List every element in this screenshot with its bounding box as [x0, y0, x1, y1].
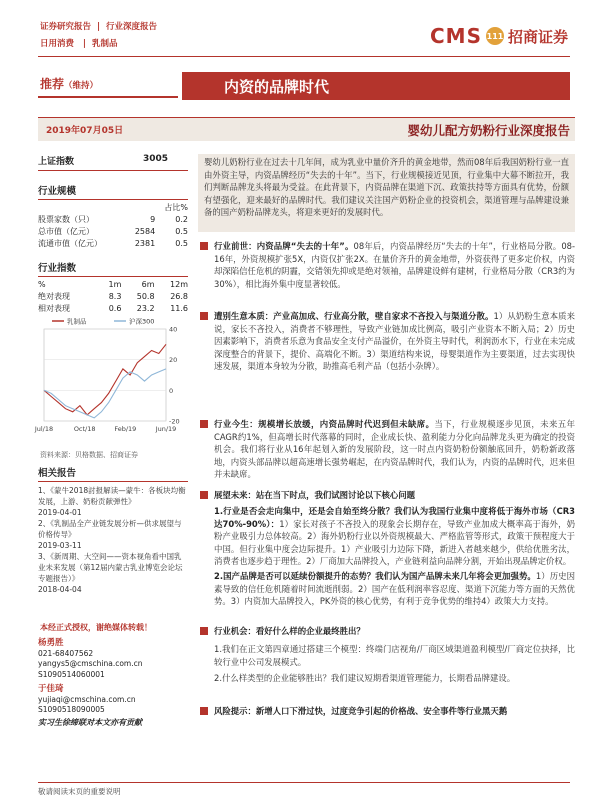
related-report[interactable]: 1、《蒙牛2018討报解读—蒙牛：各板块均衡发展，上游、奶粉贡献弹性》 — [38, 486, 186, 506]
bullet-industry-now: 行业今生：规模增长放缓，内资品牌时代迟到但未缺席。当下，行业规模逐步见顶，未来五年CAGR约1%，但高增长时代落幕的同时，企业成长快、盈利能力分化向品牌龙头更为确定的投资机会。我们将行业从16年起划入新的发展阶段，这一时点内资奶粉份额触底回升，奶粉新政落地，内资头部品牌以超高速增长强势崛起，在内资品牌时代，我们认为，内资的品牌时代，迟来但并未缺席。 — [200, 418, 575, 481]
summary-box: 婴幼儿奶粉行业在过去十几年间，成为乳业中量价齐升的黄金地带，然而08年后我国奶粉行业一直由外资主导，内资品牌经历“失去的十年”。当下，行业规模接近见顶，行业集中大幕不断拉开，我们判断品牌龙头将最为受益。在此背景下，内资品牌在渠道下沉、政策扶持等方面具有优势，份额有望强化，迎来最好的品牌时代。我们建议关注国产奶粉企业的投资机会，渠道管理与品牌建设兼备的国产奶粉品牌龙头，将迎来更好的发展时代。 — [198, 154, 575, 232]
x-tick-label: Jul/18 — [34, 425, 54, 433]
related-report-date: 2018-04-04 — [38, 585, 82, 594]
y-tick-label: -20 — [169, 417, 180, 426]
logo-badge: 111 — [486, 27, 504, 45]
table-row: 绝对表现 8.3 50.8 26.8 — [38, 292, 188, 301]
bullet-business-nature: 遭别生意本质：产业高加成、行业高分散，壁自家求不吝投入与渠道分散。1）从奶粉生意本质来说，家长不吝投入，消费者不够理性，导致产业链加成比例高，吸引产业资本不断入局；2）历史因素影响下，消费者乐意为食品安全支付产品溢价，在外资主导时代，利润沥水下，行业在未完成深度整合的背景下，提价、高端化不断。3）渠道结构来说，母婴渠道作为主要渠道，过去实现快速发展，渠道本身较为分散，助推高毛利产品（包括小杂牌）。 — [200, 310, 575, 373]
logo-latin: CMS — [430, 24, 482, 48]
rating-underline — [38, 96, 178, 98]
bullet-marker — [200, 707, 208, 715]
bullet-risk: 风险提示：新增人口下滑过快，过度竞争引起的价格战、安全事件等行业黑天鹅 — [200, 705, 575, 718]
header-tag-2: 日用消费 — [40, 39, 75, 49]
scale-table — [38, 202, 188, 250]
report-title: 婴幼儿配方奶粉行业深度报告 — [407, 123, 570, 138]
disclaimer: 本经正式授权，谢绝媒体转载！ — [40, 623, 152, 632]
analysts — [38, 638, 188, 728]
header-sep: | — [93, 22, 104, 32]
x-tick-label: Jun/19 — [155, 425, 177, 433]
table-row: 股票家数（只） 9 0.2 — [38, 215, 188, 224]
related-title: 相关报告 — [38, 465, 188, 482]
related-report-date: 2019-04-01 — [38, 508, 82, 517]
x-tick-label: Feb/19 — [114, 425, 137, 433]
bullet-opportunity: 行业机会：看好什么样的企业最终胜出？ — [200, 625, 575, 638]
scale-title: 行业规模 — [38, 183, 188, 200]
rating-label: 推荐 — [40, 77, 65, 91]
legend-label: 沪深300 — [129, 317, 155, 326]
x-tick-label: Oct/18 — [73, 425, 96, 433]
index-value: 3005 — [142, 154, 168, 164]
qa-2: 2.国产品牌是否可以延续份额提升的态势？我们认为国产品牌未来几年将会更加强势。1）历史因素导致的信任危机随着时间流逝削弱。2）国产在低利润率容忍度、渠道下沉能力等方面的天然优势。3）内资加大品牌投入，PK外资的核心优势，有利于竞争优势的维持4）政策大力支持。 — [214, 571, 575, 607]
index-label: 上证指数 — [38, 157, 75, 167]
analyst-phone: 021-68407562 — [38, 648, 94, 658]
analyst-cert: S1090518090005 — [38, 705, 105, 714]
intern-note: 实习生徐缔联对本文亦有贡献 — [38, 717, 142, 727]
bullet-marker — [200, 312, 208, 320]
related-report[interactable]: 2、《乳制品全产业链发展分析—供求展望与价格传导》 — [38, 519, 182, 539]
rating — [40, 75, 98, 92]
bullet-marker — [200, 627, 208, 635]
y-tick-label: 20 — [169, 356, 178, 365]
table-row: 总市值（亿元） 2584 0.5 — [38, 227, 188, 236]
company-logo — [430, 24, 568, 48]
header-tag-1: 证券研究报告 — [40, 22, 92, 32]
table-row: 流通市值（亿元） 2381 0.5 — [38, 239, 188, 248]
perf-table: % 1m 6m 12m 绝对表现 8.3 50.8 26.8 相对表现 0.6 23.2 11.6 — [38, 280, 188, 313]
series-line-1 — [44, 344, 166, 415]
perf-title: 行业指数 — [38, 260, 188, 277]
banner-title: 内资的品牌时代 — [182, 72, 570, 100]
performance-chart — [34, 315, 188, 445]
chart-source: 资料来源：贝格数据、招商证券 — [40, 451, 138, 459]
analyst-name: 于佳琦 — [38, 684, 64, 694]
series-line-2 — [44, 369, 166, 418]
opp-2: 2.什么样类型的企业能够胜出？我们建议短期看渠道管理能力，长期看品牌建设。 — [214, 673, 516, 683]
y-tick-label: 0 — [169, 386, 174, 395]
rating-sub: （维持） — [64, 81, 99, 91]
header-rule — [38, 56, 570, 57]
related-section — [38, 465, 188, 595]
analyst-cert: S1090514060001 — [38, 669, 105, 679]
opp-1: 1.我们在正文第四章通过搭建三个模型：终端门店视角/厂商区域渠道盈利模型/厂商定位抉择，比较行业中公司发展模式。 — [214, 644, 575, 667]
bullet-outlook: 展望未来：站在当下时点，我们试图讨论以下核心问题 — [200, 489, 575, 502]
sidebar — [38, 154, 188, 315]
y-tick-label: 40 — [169, 325, 178, 334]
bullet-marker — [200, 242, 208, 250]
bullet-industry-past: 行业前世：内资品牌“失去的十年”。08年后，内资品牌经历“失去的十年”，行业格局分散。08-16年，外资规模扩张5X，内资仅扩张2X。在量价齐升的黄金地带，外资获得了更多定价权，内资却深陷信任危机的阴霾，交错领先抑或是绝对领袖，品牌建设鲜有建树，行业格局分散（CR3约为30%），相比海外集中度显著较低。 — [200, 240, 575, 290]
analyst-email[interactable]: yujiaqi@cmschina.com.cn — [38, 694, 136, 704]
logo-chinese: 招商证券 — [507, 27, 568, 46]
bullet-marker — [200, 420, 208, 428]
related-report[interactable]: 3、《新周期、大空间——资本视角看中国乳业未来发展（第12届内蒙古乳业博览会论坛专题报告）》 — [38, 552, 183, 583]
scale-col-header: 占比% — [164, 203, 188, 212]
analyst-email[interactable]: yangys5@cmschina.com.cn — [38, 659, 143, 668]
qa-1: 1.行业是否会走向集中，还是会自始至终分散？我们认为我国行业集中度将低于海外市场（CR3达70%-90%）：1）家长对孩子不吝投入的现象会长期存在，导致产业加成大概率高于海外，奶粉产业吸引力总体较高。2）海外奶粉行业以外资规模最大、严格监管等形式，政策干预程度大于中国。但行业集中度会边际提升。1）产业吸引力边际下降，新进入者越来越少，供给优胜劣汰，消费者也逐步趋于理性。2）厂商加大品牌投入，产业链利益向品牌分割，开始出现品牌定价权。 — [214, 506, 576, 567]
header-tag-1b: 行业深度报告 — [105, 22, 157, 32]
report-date: 2019年07月05日 — [46, 126, 124, 136]
related-report-date: 2019-03-11 — [38, 541, 82, 550]
bullet-marker — [200, 491, 208, 499]
legend-label: 乳制品 — [67, 317, 87, 326]
header-tag-2b: 乳制品 — [91, 39, 118, 49]
footer-note: 敬请阅读末页的重要说明 — [38, 782, 570, 797]
analyst-name: 杨勇胜 — [38, 638, 64, 648]
table-row: 相对表现 0.6 23.2 11.6 — [38, 304, 188, 313]
